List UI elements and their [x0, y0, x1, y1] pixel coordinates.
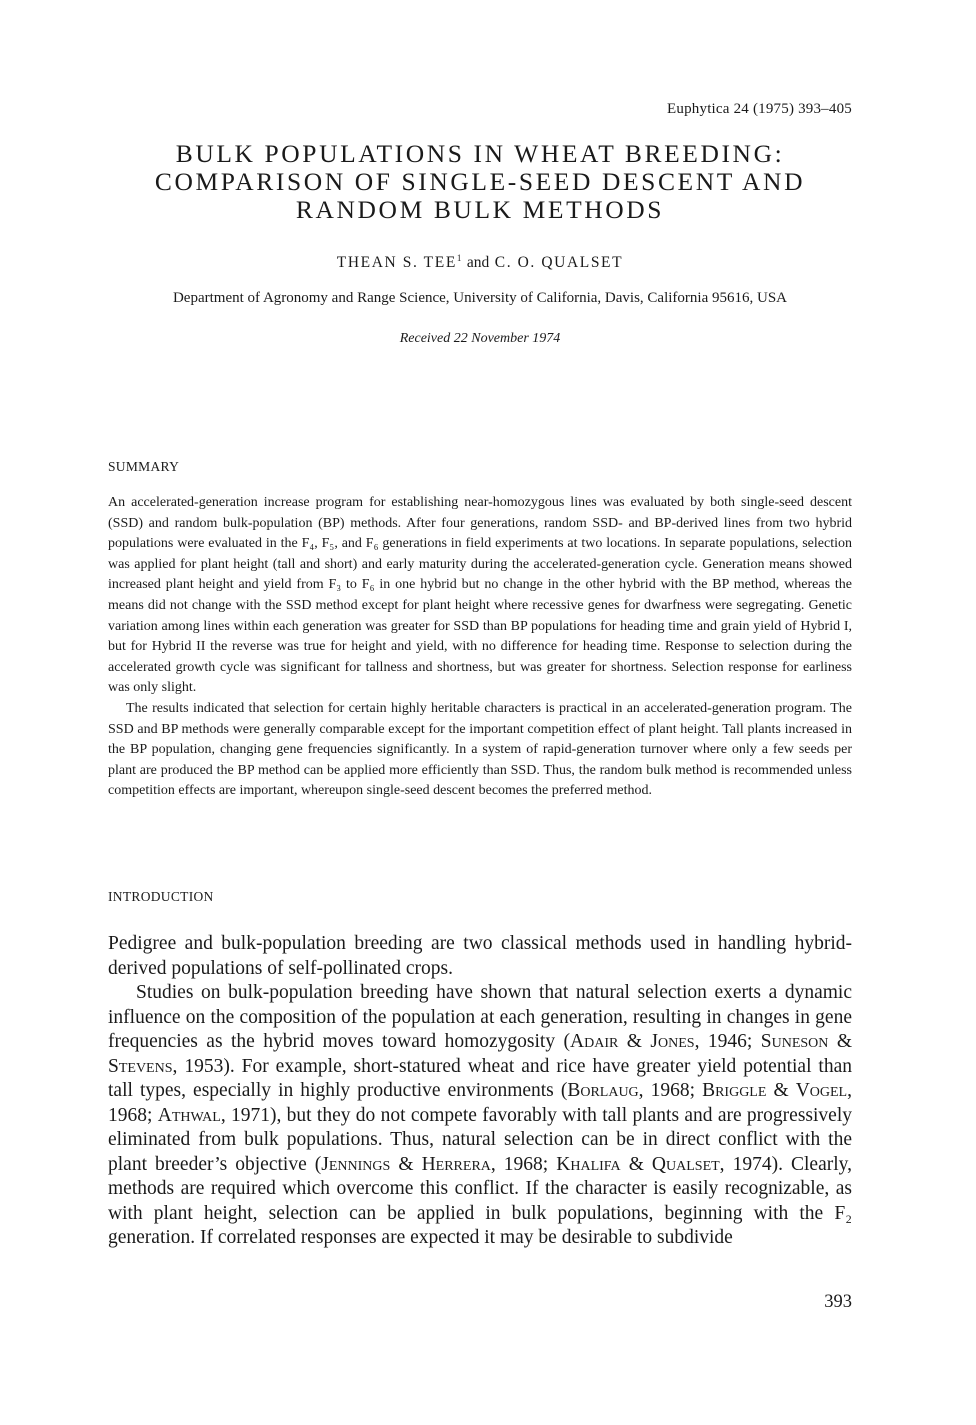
intro-text: , 1971), but they do not compete favorably with tall plants and are progressively eliminated from bulk populations. Thus, natural selection can be in direct conflict with the plant breeder’s objective (: [108, 1104, 852, 1175]
title-line-2: COMPARISON OF SINGLE-SEED DESCENT AND: [154, 167, 806, 196]
intro-text: , 1968;: [490, 1153, 557, 1175]
intro-text: , 1968;: [108, 1080, 852, 1126]
introduction-section: [108, 932, 852, 1251]
citation-author: Athwal: [157, 1104, 221, 1126]
author-affiliation: Department of Agronomy and Range Science, University of California, Davis, California 95616, USA: [172, 290, 788, 306]
citation-author: Khalifa: [556, 1153, 621, 1175]
page-number: 393: [824, 1292, 852, 1312]
author-1: THEAN S. TEE: [336, 254, 457, 271]
intro-text: &: [766, 1080, 796, 1101]
summary-paragraph-1: An accelerated-generation increase program for establishing near-homozygous lines was evaluated by both single-seed descent (SSD) and random bulk-population (BP) methods. After four generations, random SSD- and BP-derived lines from two hybrid populations were evaluated in the F₄, F₅, and F₆ generations in field experiments at two locations. In separate populations, selection was applied for plant height (tall and short) and early maturity during the accelerated-generation cycle. Generation means showed increased plant height and yield from F₃ to F₆ in one hybrid but no change in the other hybrid with the BP method, whereas the means did not change with the SSD method except for plant height where recessive genes for dwarfness were segregating. Genetic variation among lines within each generation was greater for SSD than BP populations for heading time and grain yield of Hybrid I, but for Hybrid II the reverse was true for height and yield, with no difference for heading time. Response to selection during the accelerated growth cycle was significant for tallness and shortness, but was greater for shortness. Selection response for earliness was only slight.: [108, 495, 852, 696]
summary-heading: SUMMARY: [108, 459, 180, 474]
intro-text: , 1974). Clearly, methods are required which overcome this conflict. If the character is easily recognizable, as with plant height, selection can be applied in bulk populations, beginning with the F₂ generation. If correlated responses are expected it may be desirable to subdivide: [108, 1153, 853, 1248]
author-list: [108, 253, 852, 272]
article-title: [108, 140, 852, 224]
intro-text: &: [620, 1153, 652, 1175]
intro-text: , 1953). For example, short-statured wheat and rice have greater yield potential than tall types, especially in highly productive environments (: [108, 1055, 852, 1101]
title-line-3: RANDOM BULK METHODS: [295, 195, 665, 224]
citation-author: Stevens: [108, 1055, 173, 1077]
author-2: C. O. QUALSET: [494, 254, 624, 271]
summary-section: [108, 493, 852, 802]
title-line-1: BULK POPULATIONS IN WHEAT BREEDING:: [175, 139, 785, 168]
introduction-heading: INTRODUCTION: [108, 889, 214, 904]
intro-text: &: [618, 1031, 651, 1052]
intro-text: &: [390, 1153, 422, 1175]
introduction-paragraph-2: [108, 981, 852, 1251]
citation-author: Adair: [570, 1031, 619, 1052]
intro-text: , 1946;: [694, 1031, 761, 1052]
citation-author: Qualset: [651, 1153, 720, 1175]
citation-author: Briggle: [702, 1080, 767, 1101]
intro-text: , 1968;: [638, 1080, 703, 1101]
received-date: Received 22 November 1974: [399, 331, 561, 346]
intro-text: Studies on bulk-population breeding have shown that natural selection exerts a dynamic influence on the composition of the population at each generation, resulting in changes in gene frequencies as the hybrid moves toward homozygosity (: [108, 982, 852, 1052]
intro-text: &: [828, 1031, 852, 1052]
journal-reference: Euphytica 24 (1975) 393–405: [667, 101, 852, 117]
introduction-paragraph-1: Pedigree and bulk-population breeding are two classical methods used in handling hybrid-derived populations of self-pollinated crops.: [108, 933, 852, 979]
citation-author: Jones: [650, 1031, 695, 1052]
citation-author: Herrera: [421, 1153, 491, 1175]
summary-paragraph-2: The results indicated that selection for certain highly heritable characters is practical in an accelerated-generation program. The SSD and BP methods were generally comparable except for the important competition effect of plant height. Tall plants increased in the BP population, changing gene frequencies significantly. In a system of rapid-generation turnover where only a few seeds per plant are produced the BP method can be applied more efficiently than SSD. Thus, the random bulk method is recommended unless competition effects are important, whereupon single-seed descent becomes the preferred method.: [108, 700, 852, 799]
citation-author: Jennings: [321, 1153, 391, 1175]
citation-author: Borlaug: [567, 1080, 639, 1101]
author-conjunction: and: [466, 254, 490, 271]
citation-author: Vogel: [795, 1080, 848, 1101]
citation-author: Suneson: [760, 1031, 829, 1052]
author-1-footnote-marker: 1: [456, 253, 462, 263]
